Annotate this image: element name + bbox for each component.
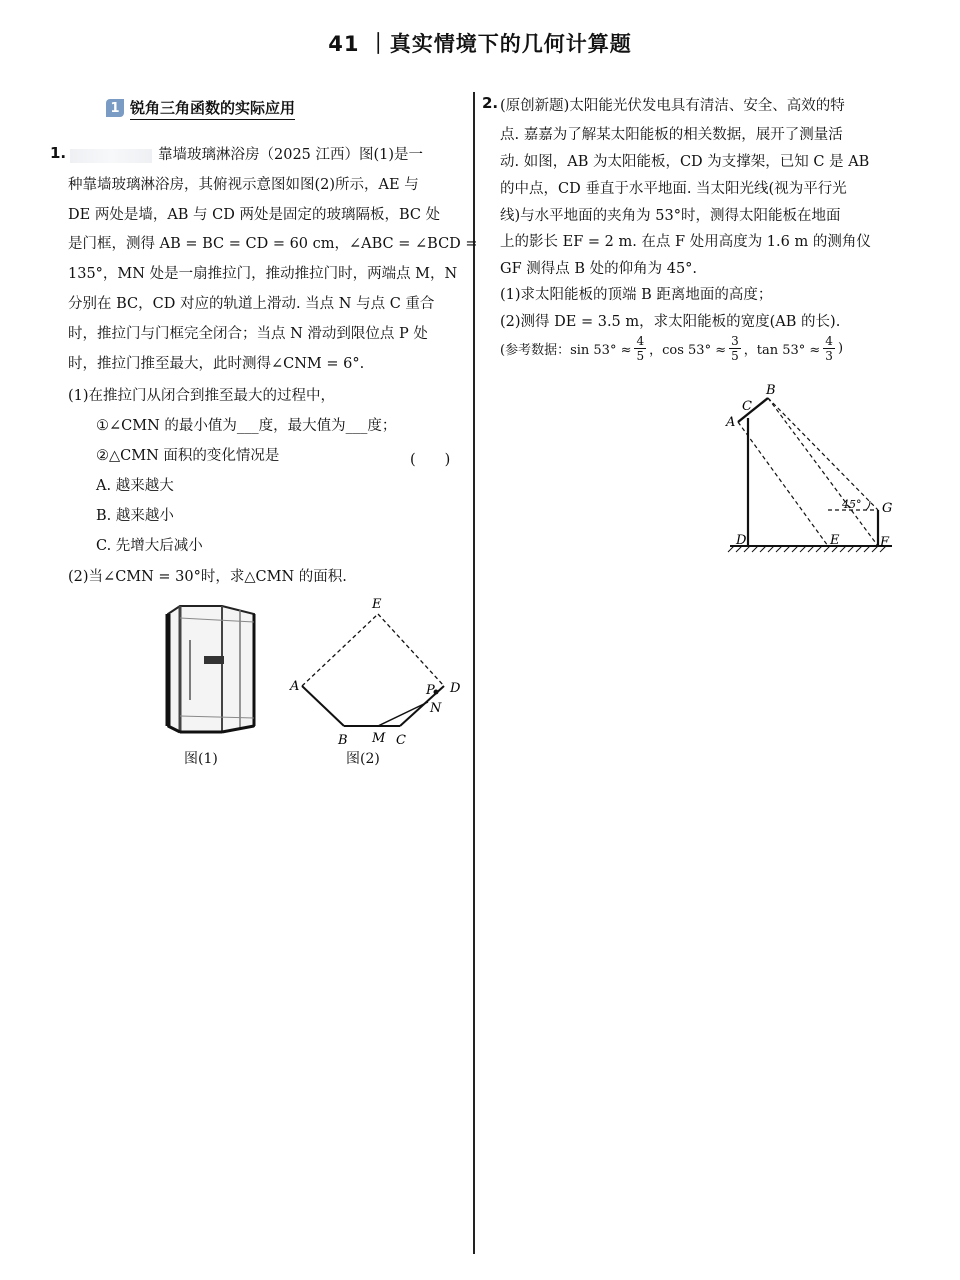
figure-2-caption: 图(2): [346, 751, 380, 767]
q1-number: 1.: [50, 144, 67, 162]
q2-line: (原创新题)太阳能光伏发电具有清洁、安全、高效的特: [500, 98, 845, 114]
label-E: E: [830, 533, 840, 548]
q1-line: 是门框，测得 AB = BC = CD = 60 cm，∠ABC = ∠BCD =: [68, 236, 478, 252]
frac-den: 5: [731, 349, 739, 363]
page-title: 41 ｜真实情境下的几何计算题: [328, 32, 632, 56]
figure-1-caption: 图(1): [184, 751, 218, 767]
ref-mid1: ，cos 53° ≈: [649, 343, 727, 358]
section-badge: 1: [106, 99, 124, 117]
column-divider: [473, 92, 475, 1254]
ref-prefix: (参考数据：sin 53° ≈: [500, 343, 632, 358]
fraction-sin: [634, 334, 646, 363]
q2-line: 的中点，CD 垂直于水平地面. 当太阳光线(视为平行光: [500, 181, 847, 197]
label-C: C: [742, 399, 752, 414]
option-a: A. 越来越大: [96, 478, 174, 494]
top-view-figure: [280, 592, 470, 752]
shower-enclosure-figure: [160, 600, 270, 740]
label-C: C: [396, 733, 406, 748]
q1-line: 时，推拉门与门框完全闭合；当点 N 滑动到限位点 P 处: [68, 326, 428, 342]
fraction-tan: [823, 334, 835, 363]
q1-line: 种靠墙玻璃淋浴房，其俯视示意图如图(2)所示，AE 与: [68, 177, 419, 193]
label-E: E: [372, 597, 382, 612]
label-P: P: [426, 683, 435, 698]
ref-mid2: ，tan 53° ≈: [743, 343, 821, 358]
label-B: B: [338, 733, 348, 748]
label-F: F: [880, 535, 890, 550]
label-A: A: [726, 415, 736, 430]
q1-line: 分别在 BC，CD 对应的轨道上滑动. 当点 N 与点 C 重合: [68, 296, 435, 312]
q1-line: 135°，MN 处是一扇推拉门，推动推拉门时，两端点 M，N: [68, 266, 458, 282]
ref-suffix: ): [837, 341, 844, 356]
solar-panel-figure: [720, 380, 900, 560]
label-D: D: [450, 681, 461, 696]
label-B: B: [766, 383, 776, 398]
answer-parentheses: ( ): [410, 452, 451, 468]
frac-num: 3: [731, 334, 739, 348]
q2-part2: (2)测得 DE = 3.5 m，求太阳能板的宽度(AB 的长).: [500, 314, 841, 330]
q1-part2: (2)当∠CMN = 30°时，求△CMN 的面积.: [68, 569, 347, 585]
q2-part1: (1)求太阳能板的顶端 B 距离地面的高度；: [500, 287, 773, 303]
section-title: 锐角三角函数的实际应用: [130, 97, 295, 120]
q2-line: 点. 嘉嘉为了解某太阳能板的相关数据，展开了测量活: [500, 127, 843, 143]
q1-line: 靠墙玻璃淋浴房（2025 江西）图(1)是一: [158, 147, 424, 163]
label-N: N: [430, 701, 442, 716]
label-M: M: [372, 731, 386, 746]
frac-num: 4: [636, 334, 645, 348]
frac-den: 3: [825, 349, 833, 363]
option-b: B. 越来越小: [96, 508, 174, 524]
option-c: C. 先增大后减小: [96, 538, 203, 554]
label-A: A: [290, 679, 300, 694]
q2-line: 上的影长 EF = 2 m. 在点 F 处用高度为 1.6 m 的测角仪: [500, 234, 871, 250]
q2-line: 线)与水平地面的夹角为 53°时，测得太阳能板在地面: [500, 208, 841, 224]
q2-line: 动. 如图，AB 为太阳能板，CD 为支撑架，已知 C 是 AB: [500, 154, 870, 170]
reference-data: [500, 334, 843, 363]
q1-sub2: ②△CMN 面积的变化情况是: [96, 448, 280, 464]
q1-part1: (1)在推拉门从闭合到推至最大的过程中，: [68, 388, 336, 404]
q2-number: 2.: [482, 94, 499, 112]
section-heading: [106, 96, 295, 120]
q2-line: GF 测得点 B 处的仰角为 45°.: [500, 261, 698, 277]
q1-line: DE 两处是墙，AB 与 CD 两处是固定的玻璃隔板，BC 处: [68, 207, 441, 223]
frac-den: 5: [636, 349, 645, 363]
frac-num: 4: [825, 334, 833, 348]
angle-label: 45°: [842, 498, 862, 511]
q1-sub1: ①∠CMN 的最小值为___度，最大值为___度；: [96, 418, 397, 434]
q1-line: 时，推拉门推至最大，此时测得∠CNM = 6°.: [68, 356, 365, 372]
redacted-label: [70, 148, 152, 167]
label-G: G: [882, 501, 893, 516]
fraction-cos: [729, 334, 741, 363]
label-D: D: [736, 533, 747, 548]
